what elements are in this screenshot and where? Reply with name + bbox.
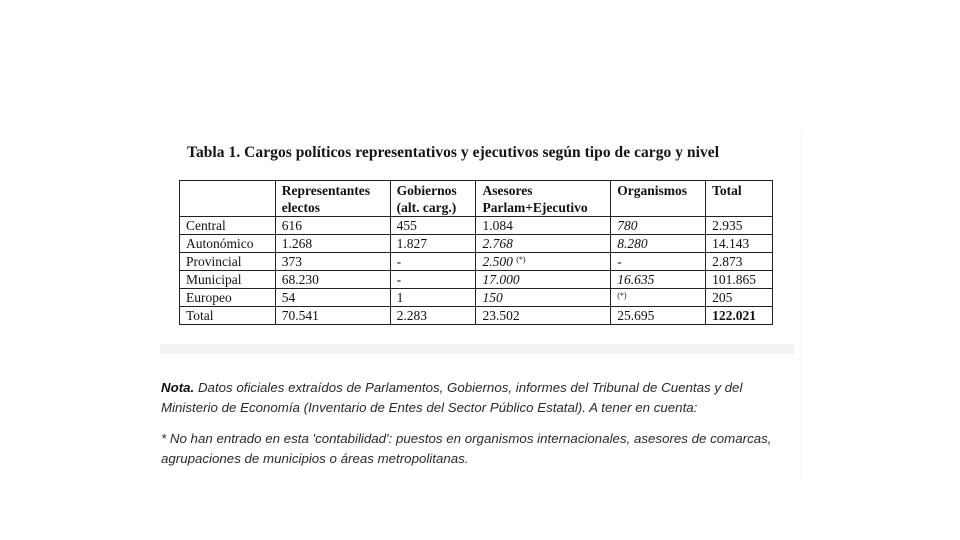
cell-asesores: 1.084 bbox=[476, 217, 611, 235]
cell-organismos: 16.635 bbox=[611, 271, 706, 289]
cell-gobiernos: 1 bbox=[390, 289, 476, 307]
cell-asesores: 17.000 bbox=[476, 271, 611, 289]
cell-grand-total: 122.021 bbox=[706, 307, 773, 325]
cell-gobiernos: 455 bbox=[390, 217, 476, 235]
cell-gobiernos: 2.283 bbox=[390, 307, 476, 325]
header-organismos: Organismos bbox=[611, 181, 706, 217]
cell-organismos: 8.280 bbox=[611, 235, 706, 253]
data-table bbox=[179, 180, 773, 325]
table-row bbox=[180, 235, 773, 253]
cell-total: 205 bbox=[706, 289, 773, 307]
cell-representantes: 1.268 bbox=[275, 235, 390, 253]
note-text: Datos oficiales extraídos de Parlamentos, Gobiernos, informes del Tribunal de Cuentas y del Ministerio de Economía (Inventario de Entes del Sector Público Estatal). A tener en cuenta: bbox=[161, 380, 743, 415]
table-total-row bbox=[180, 307, 773, 325]
header-representantes bbox=[275, 181, 390, 217]
footnote-marker: (*) bbox=[516, 255, 526, 264]
note-lead: Nota. bbox=[161, 380, 195, 395]
table-row bbox=[180, 253, 773, 271]
cell-organismos: 25.695 bbox=[611, 307, 706, 325]
note-separator bbox=[160, 344, 794, 354]
table-row bbox=[180, 217, 773, 235]
header-gobiernos bbox=[390, 181, 476, 217]
cell-representantes: 616 bbox=[275, 217, 390, 235]
header-gobiernos-line2: (alt. carg.) bbox=[396, 200, 457, 215]
row-label: Provincial bbox=[180, 253, 276, 271]
cell-organismos bbox=[611, 289, 706, 307]
header-representantes-line2: electos bbox=[281, 200, 321, 215]
cell-gobiernos: - bbox=[390, 271, 476, 289]
note-footnote: * No han entrado en esta 'contabilidad': puestos en organismos internacionales, asesores de comarcas, agrupaciones de municipios o áreas metropolitanas. bbox=[161, 431, 772, 466]
cell-asesores: 23.502 bbox=[476, 307, 611, 325]
cell-gobiernos: 1.827 bbox=[390, 235, 476, 253]
header-asesores-line2: Parlam+Ejecutivo bbox=[482, 200, 588, 215]
cell-total: 101.865 bbox=[706, 271, 773, 289]
note-paragraph bbox=[161, 378, 801, 418]
row-label: Municipal bbox=[180, 271, 276, 289]
cell-gobiernos: - bbox=[390, 253, 476, 271]
cell-total: 14.143 bbox=[706, 235, 773, 253]
table-title: Tabla 1. Cargos políticos representativos y ejecutivos según tipo de cargo y nivel bbox=[187, 144, 720, 161]
cell-asesores-value: 2.500 bbox=[482, 254, 513, 269]
table-row bbox=[180, 289, 773, 307]
cell-total: 2.935 bbox=[706, 217, 773, 235]
note-block bbox=[161, 378, 801, 469]
row-label: Autonómico bbox=[180, 235, 276, 253]
row-label: Europeo bbox=[180, 289, 276, 307]
row-label: Central bbox=[180, 217, 276, 235]
header-level bbox=[180, 181, 276, 217]
cell-representantes: 54 bbox=[275, 289, 390, 307]
cell-representantes: 373 bbox=[275, 253, 390, 271]
cell-representantes: 70.541 bbox=[275, 307, 390, 325]
header-gobiernos-line1: Gobiernos bbox=[396, 183, 457, 198]
header-total: Total bbox=[706, 181, 773, 217]
header-representantes-line1: Representantes bbox=[281, 183, 371, 198]
cell-asesores bbox=[476, 253, 611, 271]
table-header-row bbox=[180, 181, 773, 217]
footnote-marker: (*) bbox=[617, 291, 627, 300]
cell-organismos: 780 bbox=[611, 217, 706, 235]
row-label: Total bbox=[180, 307, 276, 325]
cell-organismos: - bbox=[611, 253, 706, 271]
header-asesores bbox=[476, 181, 611, 217]
cell-asesores: 2.768 bbox=[476, 235, 611, 253]
cell-total: 2.873 bbox=[706, 253, 773, 271]
cell-representantes: 68.230 bbox=[275, 271, 390, 289]
cell-asesores: 150 bbox=[476, 289, 611, 307]
header-asesores-line1: Asesores bbox=[482, 183, 533, 198]
table-row bbox=[180, 271, 773, 289]
